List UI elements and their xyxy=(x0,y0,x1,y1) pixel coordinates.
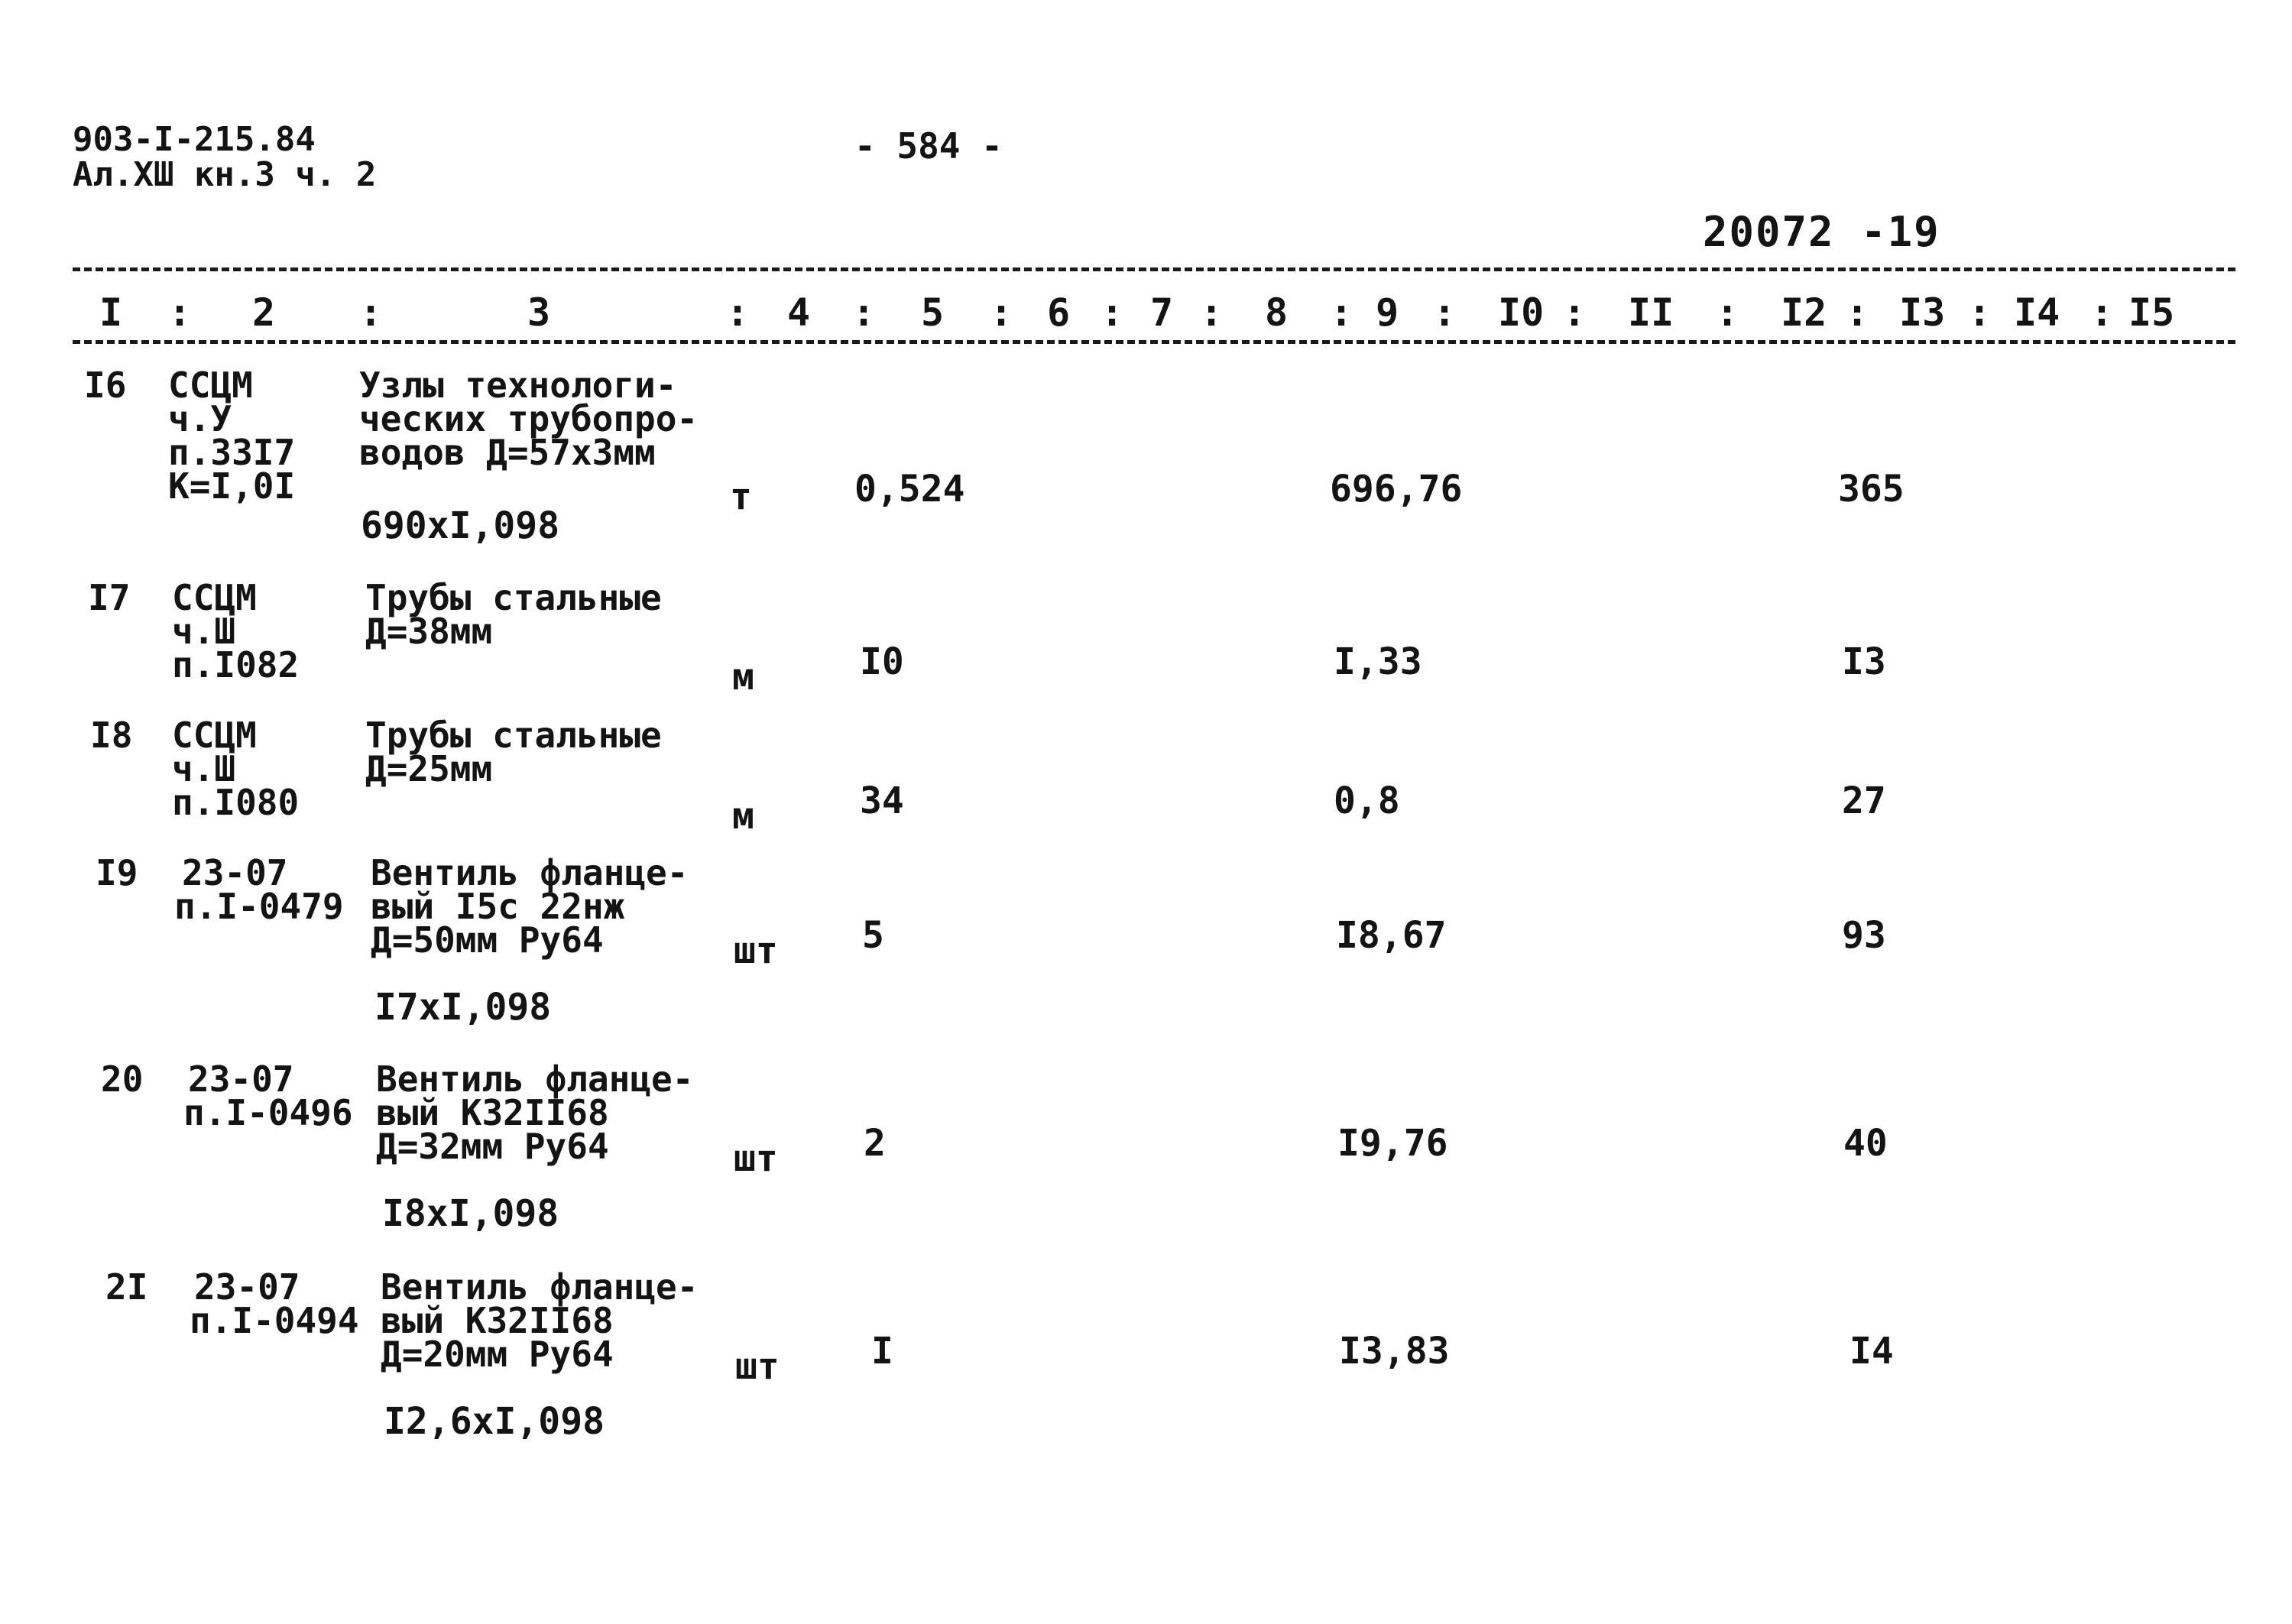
desc-line: водов Д=57х3мм xyxy=(359,432,656,473)
desc-line: Д=32мм Ру64 xyxy=(376,1126,609,1167)
row-reference xyxy=(172,715,300,823)
row-total: 365 xyxy=(1838,468,1905,511)
col-sep: : xyxy=(2090,290,2114,335)
row-number: 2I xyxy=(105,1266,148,1308)
row-calculation: I7хI,098 xyxy=(374,986,552,1029)
col-sep: : xyxy=(1716,290,1739,335)
row-total: 27 xyxy=(1842,780,1886,822)
ref-line: ч.Ш xyxy=(172,748,236,789)
ref-line: ч.У xyxy=(168,398,232,439)
col-num: I2 xyxy=(1781,290,1827,335)
row-unit-price: I8,67 xyxy=(1336,914,1447,957)
col-sep: : xyxy=(1563,290,1587,335)
row-reference xyxy=(183,1058,353,1133)
row-quantity: I xyxy=(871,1330,893,1373)
col-sep: : xyxy=(1846,290,1869,335)
ref-line: п.33I7 xyxy=(168,432,296,473)
col-num: II xyxy=(1628,290,1674,335)
row-unit: м xyxy=(732,656,754,699)
ref-line: ч.Ш xyxy=(172,611,236,652)
row-reference xyxy=(172,577,300,686)
row-unit: шт xyxy=(734,929,778,972)
ref-line: п.I080 xyxy=(172,782,300,823)
col-sep: : xyxy=(359,290,383,335)
table-row xyxy=(0,715,2292,838)
desc-line: Вентиль фланце- xyxy=(371,852,689,893)
table-row xyxy=(0,367,2292,558)
ref-line: п.I-0496 xyxy=(183,1092,353,1133)
desc-line: Трубы стальные xyxy=(365,715,662,756)
row-quantity: 34 xyxy=(860,780,904,822)
desc-line: Д=38мм xyxy=(365,611,493,652)
ref-line: К=I,0I xyxy=(168,465,296,507)
col-num: 9 xyxy=(1376,290,1399,335)
col-num: 2 xyxy=(252,290,276,335)
table-header-rule xyxy=(73,340,2235,344)
col-num: 5 xyxy=(921,290,945,335)
table-row xyxy=(0,577,2292,699)
col-num: 8 xyxy=(1265,290,1289,335)
row-unit-price: I9,76 xyxy=(1337,1122,1448,1165)
col-num: I3 xyxy=(1899,290,1946,335)
ref-line: п.I-0494 xyxy=(190,1300,359,1341)
page-number: - 584 - xyxy=(854,125,1003,167)
col-num: I5 xyxy=(2128,290,2175,335)
album-reference: Ал.XШ кн.3 ч. 2 xyxy=(73,155,377,194)
row-quantity: 5 xyxy=(862,914,884,957)
col-sep: : xyxy=(852,290,876,335)
row-unit: м xyxy=(732,795,754,838)
row-number: I6 xyxy=(84,365,127,406)
row-quantity: I0 xyxy=(860,640,904,683)
col-num: 4 xyxy=(787,290,811,335)
row-description xyxy=(381,1266,699,1375)
row-description xyxy=(365,577,662,652)
row-unit: т xyxy=(730,475,752,518)
col-num: I0 xyxy=(1498,290,1545,335)
row-unit-price: 696,76 xyxy=(1330,468,1463,511)
row-reference xyxy=(174,852,344,927)
col-sep: : xyxy=(1433,290,1457,335)
desc-line: вый К32II68 xyxy=(381,1300,614,1341)
col-sep: : xyxy=(990,290,1013,335)
table-row xyxy=(0,854,2292,1038)
row-unit-price: I3,83 xyxy=(1339,1330,1450,1373)
row-unit-price: I,33 xyxy=(1334,640,1422,683)
row-reference xyxy=(190,1266,359,1341)
row-number: 20 xyxy=(101,1058,144,1100)
desc-line: Д=20мм Ру64 xyxy=(381,1334,614,1375)
row-calculation: I2,6хI,098 xyxy=(384,1400,605,1443)
desc-line: вый I5с 22нж xyxy=(371,886,625,927)
col-sep: : xyxy=(726,290,750,335)
desc-line: Трубы стальные xyxy=(365,577,662,618)
column-numbers-row xyxy=(73,290,2235,336)
row-unit: шт xyxy=(734,1137,778,1180)
col-sep: : xyxy=(1200,290,1224,335)
row-calculation: I8хI,098 xyxy=(382,1192,559,1235)
row-description xyxy=(365,715,662,789)
ref-line: п.I-0479 xyxy=(174,886,344,927)
row-quantity: 0,524 xyxy=(854,468,965,511)
row-unit: шт xyxy=(735,1345,780,1388)
col-num: 7 xyxy=(1150,290,1174,335)
ref-line: 23-07 xyxy=(182,852,288,893)
ref-line: 23-07 xyxy=(194,1266,300,1308)
desc-line: Узлы технологи- xyxy=(359,365,677,406)
row-description xyxy=(359,365,699,473)
table-row xyxy=(0,1058,2292,1244)
ref-line: 23-07 xyxy=(188,1058,294,1100)
col-num: I xyxy=(99,290,123,335)
row-total: I4 xyxy=(1849,1330,1894,1373)
col-sep: : xyxy=(1330,290,1353,335)
desc-line: ческих трубопро- xyxy=(359,398,699,439)
row-description xyxy=(371,852,689,961)
col-sep: : xyxy=(1968,290,1992,335)
row-quantity: 2 xyxy=(864,1122,886,1165)
table-top-rule xyxy=(73,267,2235,271)
row-number: I7 xyxy=(88,577,131,618)
document-code: 20072 -19 xyxy=(1703,208,1940,256)
row-total: I3 xyxy=(1842,640,1886,683)
ref-line: п.I082 xyxy=(172,644,300,686)
desc-line: Вентиль фланце- xyxy=(376,1058,694,1100)
row-calculation: 690хI,098 xyxy=(361,504,560,547)
col-sep: : xyxy=(1101,290,1124,335)
row-unit-price: 0,8 xyxy=(1334,780,1400,822)
row-number: I8 xyxy=(90,715,133,756)
row-total: 40 xyxy=(1843,1122,1888,1165)
table-row xyxy=(0,1266,2292,1452)
ref-line: ССЦМ xyxy=(172,715,257,756)
ref-line: ССЦМ xyxy=(168,365,253,406)
col-num: I4 xyxy=(2014,290,2060,335)
row-description xyxy=(376,1058,694,1167)
col-num: 6 xyxy=(1047,290,1071,335)
row-number: I9 xyxy=(96,852,138,893)
row-total: 93 xyxy=(1842,914,1886,957)
row-reference xyxy=(168,365,296,507)
ref-line: ССЦМ xyxy=(172,577,257,618)
col-sep: : xyxy=(168,290,192,335)
desc-line: вый К32II68 xyxy=(376,1092,609,1133)
desc-line: Вентиль фланце- xyxy=(381,1266,699,1308)
desc-line: Д=50мм Ру64 xyxy=(371,919,604,961)
col-num: 3 xyxy=(527,290,551,335)
desc-line: Д=25мм xyxy=(365,748,493,789)
document-number: 903-I-215.84 xyxy=(73,120,316,159)
